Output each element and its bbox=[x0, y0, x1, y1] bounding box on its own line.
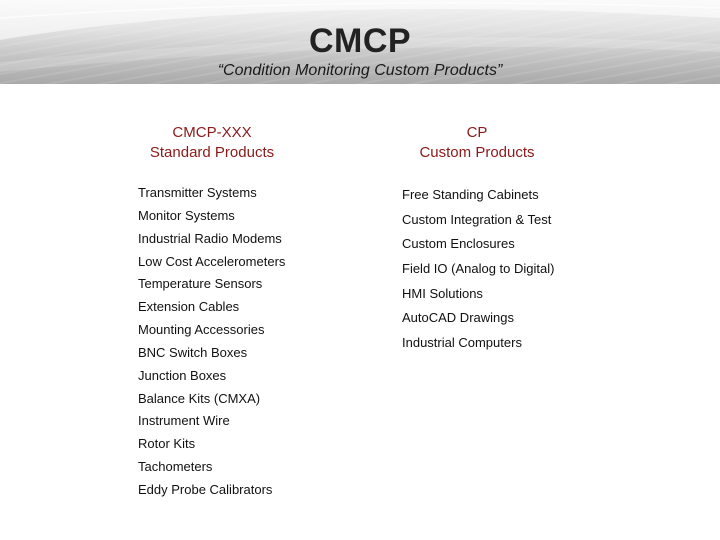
list-item: Junction Boxes bbox=[138, 367, 227, 383]
list-item: Field IO (Analog to Digital) bbox=[402, 261, 555, 277]
custom-products-label: Custom Products bbox=[419, 144, 535, 161]
list-item: Industrial Computers bbox=[402, 335, 522, 351]
standard-products-code: CMCP-XXX bbox=[172, 124, 252, 141]
standard-products-list bbox=[138, 184, 285, 504]
list-item: Custom Enclosures bbox=[402, 236, 515, 252]
list-item: Free Standing Cabinets bbox=[402, 187, 539, 202]
list-item: Transmitter Systems bbox=[138, 185, 257, 200]
list-item: Temperature Sensors bbox=[138, 276, 263, 292]
list-item: AutoCAD Drawings bbox=[402, 310, 514, 326]
list-item: Industrial Radio Modems bbox=[138, 230, 282, 246]
list-item: Monitor Systems bbox=[138, 207, 235, 223]
list-item: Balance Kits (CMXA) bbox=[138, 390, 261, 406]
list-item: Custom Integration & Test bbox=[402, 211, 552, 227]
list-item: Eddy Probe Calibrators bbox=[138, 481, 273, 497]
page-title: CMCP bbox=[308, 22, 412, 60]
list-item: BNC Switch Boxes bbox=[138, 344, 248, 360]
list-item: Low Cost Accelerometers bbox=[138, 253, 286, 269]
list-item: HMI Solutions bbox=[402, 285, 483, 301]
custom-products-list bbox=[402, 186, 554, 359]
custom-products-heading bbox=[377, 123, 577, 163]
list-item: Tachometers bbox=[138, 459, 213, 475]
custom-products-code: CP bbox=[466, 124, 488, 141]
page-subtitle: “Condition Monitoring Custom Products” bbox=[217, 62, 503, 79]
list-item: Extension Cables bbox=[138, 299, 240, 315]
standard-products-label: Standard Products bbox=[149, 144, 275, 161]
list-item: Rotor Kits bbox=[138, 436, 196, 452]
list-item: Instrument Wire bbox=[138, 413, 230, 429]
header-banner bbox=[0, 0, 720, 84]
standard-products-heading bbox=[112, 123, 312, 163]
list-item: Mounting Accessories bbox=[138, 322, 265, 338]
